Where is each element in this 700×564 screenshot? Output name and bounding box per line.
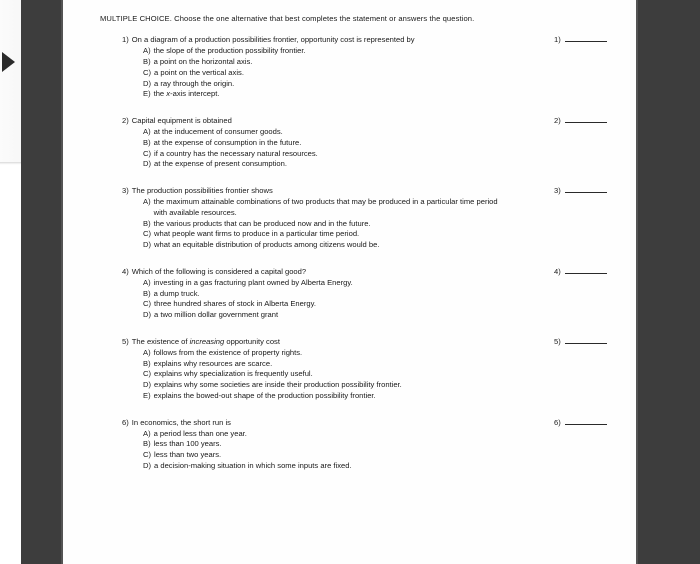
choice-text-part: explains why specialization is frequently useful. bbox=[154, 369, 313, 379]
choice-item[interactable] bbox=[143, 127, 500, 138]
question-text bbox=[132, 418, 500, 428]
choice-text-part: explains the bowed-out shape of the production possibility frontier. bbox=[153, 390, 376, 400]
choice-text bbox=[154, 391, 500, 402]
question-body bbox=[100, 186, 500, 251]
answer-slot bbox=[554, 35, 607, 44]
choice-text-part: follows from the existence of property rights. bbox=[153, 347, 303, 357]
question-text-part: Which of the following is considered a capital good? bbox=[131, 267, 307, 276]
choice-item[interactable] bbox=[143, 197, 500, 219]
answer-blank-line[interactable] bbox=[565, 122, 607, 123]
choice-item[interactable] bbox=[143, 429, 500, 440]
choice-text-part: the maximum attainable combinations of two products that may be produced in a particular time period with available resources. bbox=[153, 197, 498, 217]
question-stem bbox=[100, 337, 500, 347]
question-stem bbox=[100, 418, 500, 428]
choice-list bbox=[100, 197, 500, 251]
page-backdrop-left bbox=[21, 0, 63, 564]
choice-item[interactable] bbox=[143, 229, 500, 240]
choice-text-part: if a country has the necessary natural resources. bbox=[154, 148, 318, 158]
choice-item[interactable] bbox=[143, 159, 500, 170]
choice-letter: B) bbox=[143, 57, 151, 67]
question-text bbox=[132, 267, 500, 277]
question-body bbox=[100, 267, 500, 321]
question-item bbox=[100, 418, 626, 472]
question-number: 2) bbox=[122, 116, 129, 126]
choice-letter: B) bbox=[143, 439, 151, 449]
choice-text-part: three hundred shares of stock in Alberta Energy. bbox=[154, 299, 316, 309]
choice-text-part: less than two years. bbox=[154, 450, 222, 460]
question-text-emphasis: increasing bbox=[189, 336, 225, 346]
answer-number: 1) bbox=[554, 35, 561, 45]
answer-slot bbox=[554, 116, 607, 125]
choice-list bbox=[100, 278, 500, 321]
answer-number: 4) bbox=[554, 267, 561, 276]
question-row bbox=[100, 418, 626, 472]
choice-text bbox=[154, 369, 500, 380]
choice-letter: C) bbox=[143, 369, 152, 379]
choice-text bbox=[154, 79, 500, 90]
choice-text-part: explains why resources are scarce. bbox=[153, 358, 273, 368]
choice-letter: C) bbox=[143, 299, 152, 309]
question-number: 5) bbox=[122, 336, 129, 346]
answer-slot bbox=[554, 186, 607, 195]
question-row bbox=[100, 337, 626, 402]
choice-item[interactable] bbox=[143, 439, 500, 450]
choice-item[interactable] bbox=[143, 289, 500, 300]
question-number: 3) bbox=[122, 186, 129, 196]
answer-blank-line[interactable] bbox=[565, 424, 607, 425]
choice-item[interactable] bbox=[143, 219, 500, 230]
question-text bbox=[132, 116, 500, 126]
choice-letter: D) bbox=[143, 159, 152, 169]
choice-text-part: at the expense of present consumption. bbox=[154, 159, 287, 169]
choice-item[interactable] bbox=[143, 369, 500, 380]
answer-slot bbox=[554, 418, 607, 427]
question-body bbox=[100, 35, 500, 100]
scanned-document-page bbox=[63, 0, 636, 564]
choice-text-part: -axis intercept. bbox=[170, 89, 220, 99]
choice-text bbox=[154, 461, 500, 472]
choice-letter: B) bbox=[143, 137, 151, 147]
choice-list bbox=[100, 348, 500, 402]
choice-text-part: the slope of the production possibility frontier. bbox=[153, 46, 306, 56]
question-text-part: On a diagram of a production possibilities frontier, opportunity cost is represented by bbox=[131, 35, 415, 45]
choice-letter: B) bbox=[143, 358, 151, 368]
choice-list bbox=[100, 46, 500, 100]
choice-item[interactable] bbox=[143, 450, 500, 461]
choice-letter: B) bbox=[143, 288, 151, 298]
choice-text bbox=[154, 219, 500, 230]
choice-letter: A) bbox=[143, 46, 151, 56]
choice-text-part: a point on the vertical axis. bbox=[154, 67, 244, 77]
choice-letter: A) bbox=[143, 127, 151, 137]
choice-letter: A) bbox=[143, 197, 151, 207]
choice-item[interactable] bbox=[143, 299, 500, 310]
answer-slot bbox=[554, 267, 607, 276]
choice-text bbox=[154, 348, 500, 359]
question-item bbox=[100, 116, 626, 170]
choice-text bbox=[154, 380, 500, 391]
answer-blank-line[interactable] bbox=[565, 343, 607, 344]
choice-text bbox=[154, 149, 500, 160]
answer-number: 3) bbox=[554, 186, 561, 196]
choice-text-part: what an equitable distribution of products among citizens would be. bbox=[154, 240, 380, 250]
choice-text-part: the bbox=[153, 89, 167, 99]
choice-item[interactable] bbox=[143, 138, 500, 149]
choice-text bbox=[154, 229, 500, 240]
question-body bbox=[100, 116, 500, 170]
choice-letter: D) bbox=[143, 240, 152, 250]
question-text bbox=[132, 337, 500, 347]
question-text bbox=[132, 186, 500, 196]
choice-item[interactable] bbox=[143, 310, 500, 321]
choice-text-part: a dump truck. bbox=[153, 288, 200, 298]
question-row bbox=[100, 186, 626, 251]
choice-text-part: at the inducement of consumer goods. bbox=[153, 127, 283, 137]
choice-text bbox=[154, 359, 500, 370]
question-text-part: Capital equipment is obtained bbox=[131, 116, 232, 126]
question-row bbox=[100, 267, 626, 321]
choice-text bbox=[154, 310, 500, 321]
choice-item[interactable] bbox=[143, 240, 500, 251]
question-stem bbox=[100, 267, 500, 277]
choice-text-part: the various products that can be produced now and in the future. bbox=[153, 218, 371, 228]
choice-text bbox=[154, 299, 500, 310]
choice-text-part: a ray through the origin. bbox=[154, 78, 235, 88]
choice-item[interactable] bbox=[143, 68, 500, 79]
choice-text bbox=[154, 68, 500, 79]
answer-number: 2) bbox=[554, 116, 561, 126]
question-text-part: In economics, the short run is bbox=[131, 417, 231, 427]
answer-number: 6) bbox=[554, 417, 561, 427]
choice-text-part: at the expense of consumption in the future. bbox=[153, 137, 302, 147]
triangle-right-icon[interactable] bbox=[2, 52, 15, 72]
question-text bbox=[132, 35, 500, 45]
choice-item[interactable] bbox=[143, 79, 500, 90]
choice-text-part: what people want firms to produce in a particular time period. bbox=[154, 229, 360, 239]
question-item bbox=[100, 267, 626, 321]
choice-item[interactable] bbox=[143, 278, 500, 289]
choice-item[interactable] bbox=[143, 46, 500, 57]
choice-letter: C) bbox=[143, 229, 152, 239]
choice-list bbox=[100, 429, 500, 472]
question-list bbox=[100, 35, 626, 471]
choice-text-part: investing in a gas fracturing plant owned by Alberta Energy. bbox=[153, 277, 353, 287]
choice-item[interactable] bbox=[143, 57, 500, 68]
instructions-line: MULTIPLE CHOICE. Choose the one alternative that best completes the statement or answers the question. bbox=[100, 14, 475, 23]
question-text-part: opportunity cost bbox=[224, 336, 280, 346]
choice-letter: A) bbox=[143, 277, 151, 287]
choice-text bbox=[154, 159, 500, 170]
question-body bbox=[100, 418, 500, 472]
choice-text-part: a decision-making situation in which some inputs are fixed. bbox=[154, 460, 352, 470]
question-number: 6) bbox=[122, 417, 129, 427]
choice-list bbox=[100, 127, 500, 170]
choice-item[interactable] bbox=[143, 89, 500, 100]
choice-text bbox=[154, 138, 500, 149]
choice-text-emphasis: x bbox=[166, 89, 171, 99]
question-row bbox=[100, 35, 626, 100]
choice-item[interactable] bbox=[143, 359, 500, 370]
choice-letter: E) bbox=[143, 390, 151, 400]
choice-item[interactable] bbox=[143, 348, 500, 359]
choice-text bbox=[154, 127, 500, 138]
question-item bbox=[100, 35, 626, 100]
choice-text bbox=[154, 429, 500, 440]
question-number: 1) bbox=[122, 35, 129, 45]
question-stem bbox=[100, 116, 500, 126]
choice-item[interactable] bbox=[143, 391, 500, 402]
choice-letter: C) bbox=[143, 67, 152, 77]
choice-letter: C) bbox=[143, 450, 152, 460]
page-backdrop-right bbox=[636, 0, 700, 564]
choice-letter: D) bbox=[143, 78, 152, 88]
question-text-part: The existence of bbox=[131, 336, 190, 346]
choice-text-part: a two million dollar government grant bbox=[154, 310, 279, 320]
choice-item[interactable] bbox=[143, 149, 500, 160]
choice-text bbox=[154, 46, 500, 57]
choice-text-part: explains why some societies are inside their production possibility frontier. bbox=[154, 380, 402, 390]
choice-text-part: a period less than one year. bbox=[153, 428, 247, 438]
question-row bbox=[100, 116, 626, 170]
answer-slot bbox=[554, 337, 607, 346]
document-content bbox=[100, 14, 626, 488]
question-item bbox=[100, 186, 626, 251]
choice-text bbox=[154, 57, 500, 68]
question-text-part: The production possibilities frontier shows bbox=[131, 186, 273, 196]
question-stem bbox=[100, 35, 500, 45]
choice-text bbox=[154, 450, 500, 461]
choice-letter: A) bbox=[143, 428, 151, 438]
choice-text bbox=[154, 278, 500, 289]
answer-blank-line[interactable] bbox=[565, 192, 607, 193]
choice-letter: C) bbox=[143, 148, 152, 158]
question-item bbox=[100, 337, 626, 402]
choice-letter: A) bbox=[143, 347, 151, 357]
answer-blank-line[interactable] bbox=[565, 41, 607, 42]
choice-text bbox=[154, 240, 500, 251]
question-body bbox=[100, 337, 500, 402]
choice-letter: D) bbox=[143, 310, 152, 320]
question-stem bbox=[100, 186, 500, 196]
choice-text bbox=[154, 89, 500, 100]
choice-text bbox=[154, 289, 500, 300]
choice-text-part: a point on the horizontal axis. bbox=[153, 57, 253, 67]
choice-letter: E) bbox=[143, 89, 151, 99]
choice-text bbox=[154, 197, 500, 219]
question-number: 4) bbox=[122, 267, 129, 276]
choice-letter: D) bbox=[143, 380, 152, 390]
choice-text bbox=[154, 439, 500, 450]
answer-blank-line[interactable] bbox=[565, 273, 607, 274]
choice-letter: D) bbox=[143, 460, 152, 470]
answer-number: 5) bbox=[554, 336, 561, 346]
choice-item[interactable] bbox=[143, 380, 500, 391]
choice-letter: B) bbox=[143, 218, 151, 228]
choice-text-part: less than 100 years. bbox=[153, 439, 222, 449]
choice-item[interactable] bbox=[143, 461, 500, 472]
